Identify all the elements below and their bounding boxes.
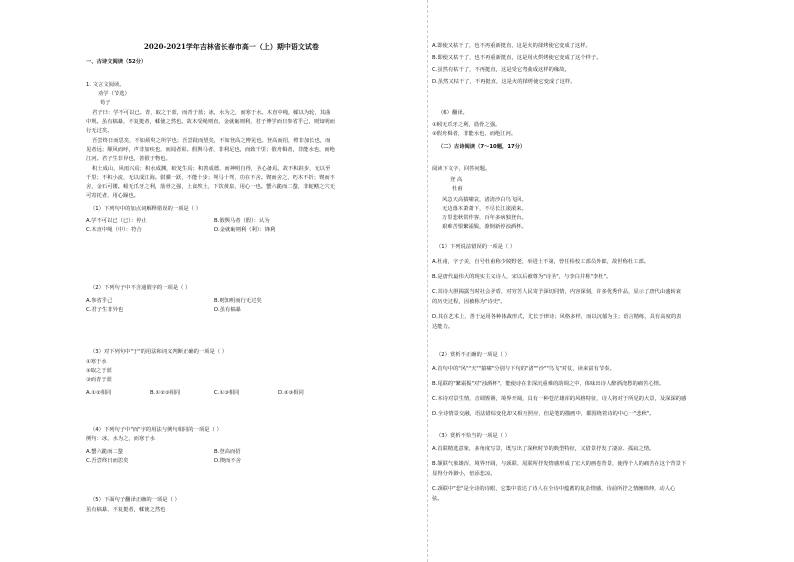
left-text-line: （3）对下列句中"于"的用法和词义判断正确的一项是（ ） [90, 349, 228, 355]
right-text-line: A.首联精选意象，多角度写景，既写出了深秋时节的典型特征，又借景抒发了凄凉、孤寂之情。 [432, 446, 655, 452]
right-text-line: D.虽然又枯干了，不再挺直，这是火的揉烤使它变成了这样。 [432, 79, 576, 85]
left-text-line: （5）下面句子翻译正确的一项是（ ） [90, 497, 180, 503]
left-text-line: （2）下列句子中不含通假字的一项是（ ） [90, 285, 191, 291]
left-text-line: C.①③相同 [214, 390, 240, 396]
left-text-line: 君子曰：学不可以已。青，取之于蓝，而青于蓝；冰，水为之，而寒于水。木直中绳，輮以为轮，其曲 [92, 110, 331, 116]
left-text-line: C.君子生非异也 [86, 307, 124, 313]
right-text-line: D.其在艺术上，善于运用各种体裁形式，尤长于律诗；风格多样，而以沉郁为主；语言精练，具有高度的表 [432, 314, 682, 320]
left-text-line: D.金就砺则利（利）：锋利 [214, 227, 276, 233]
left-text-line: ②取之于蓝 [86, 368, 112, 374]
right-text-line: 达能力。 [432, 324, 454, 330]
left-text-line: 虽有槁暴，不复挺者，輮使之然也 [86, 507, 166, 513]
right-text-line: （3）赏析不恰当的一项是（ ） [436, 433, 510, 439]
right-text-line: C.颈联中"悲"是全诗的诗眼，它集中表达了诗人在全诗中蕴蓄的复杂情感，诗前所抒之情缠绵伸，动人心 [432, 486, 676, 492]
left-text-line: 1. 文言文阅读。 [86, 82, 125, 88]
left-text-line: （4）下列句子中"而"字的用法与例句相同的一项是（ ） [90, 427, 222, 433]
left-text-line: A.学不可以已（已）：停止 [86, 218, 147, 224]
left-text-line: D.虽有槁暴 [214, 307, 241, 313]
right-text-line: D.全诗情景交融，语法错综变化却又相互照应，但是笔的描画中，都围绕着诗的中心一"悲秋"。 [432, 411, 655, 417]
right-text-line: 登 高 [450, 177, 463, 183]
right-text-line: A.首句中的"风""天""猿啸"分别与下句的"渚""沙""鸟飞"对仗，读来富有节奏。 [432, 366, 615, 372]
left-text-line: 行无过矣。 [86, 128, 113, 134]
left-text-line: 可寄托者，用心躁也。 [86, 193, 139, 199]
right-text-line: B.颔联气象雄浑，境界开阔，与颈联、尾联所抒发情感形成了宏大的画卷背景，使得个人的痛苦在这个背景下 [432, 461, 687, 467]
right-text-line: 的历史过程，因被称为"诗史"。 [432, 299, 506, 305]
right-text-line: 艰难苦恨繁霜鬓，潦倒新停浊酒杯。 [442, 224, 527, 230]
left-text-line: C.木直中绳（中）：符合 [86, 227, 142, 233]
left-text-line: D.锲而不舍 [214, 458, 241, 464]
left-text-line: 积土成山，风雨兴焉；积水成渊，蛟龙生焉；积善成德，而神明自得，圣心备焉。故不积跬步，无以至 [92, 166, 331, 172]
left-text-line: 江河。君子生非异也，善假于物也。 [86, 156, 171, 162]
left-text-line: 中规。虽有槁暴，不复挺者，輮使之然也。故木受绳则直，金就砺则利，君子博学而日参省乎己，则知明而 [86, 119, 335, 125]
right-text-line: 风急天高猿啸哀，渚清沙白鸟飞回。 [442, 197, 527, 203]
left-text-line: ①寒于水 [86, 359, 107, 365]
left-text-line: B.登高而招 [214, 449, 241, 455]
left-text-line: B.①②③相同 [150, 390, 181, 396]
right-text-line: 杜甫 [452, 186, 463, 192]
column-divider [427, 0, 428, 562]
right-text-line: （二）古诗阅读（7～10题，17分） [438, 144, 526, 150]
right-text-line: 弦。 [432, 496, 443, 502]
left-text-line: C.吾尝终日而思矣 [86, 458, 129, 464]
right-column [432, 0, 782, 562]
left-column [86, 0, 420, 562]
left-text-line: 千里；不积小流，无以成江海。骐骥一跃，不能十步；驽马十驾，功在不舍。锲而舍之，朽木不折；锲而不 [86, 175, 335, 181]
right-text-line: C.本诗对景生情，音调铿锵，境界开阔，具有一种苍茫雄浑的风格特征，诗人将对于所见的大景，及深深的感 [432, 396, 687, 402]
right-text-line: 无边落木萧萧下，不尽长江滚滚来。 [442, 206, 527, 212]
left-text-line: A.参省乎己 [86, 298, 113, 304]
right-text-line: （6）翻译。 [438, 110, 468, 116]
right-text-line: B.尾联的"繁霜鬓"对"浊酒杯"，能使诗在非深沉重难的韵调之中，体味出诗人醉酒浇愁的痛苦心情。 [432, 381, 665, 387]
right-text-line: C.虽然有枯干了，不再挺直，这是受它弯曲成这样的缘故。 [432, 67, 570, 73]
left-text-line: 见者远；顺风而呼，声非加疾也，而闻者彰。假舆马者，非利足也，而致千里；假舟楫者，非能水也，而绝 [86, 147, 335, 153]
left-text-line: B.则知明而行无过矣 [214, 298, 262, 304]
right-text-line: ②假舟楫者，非能水也，而绝江河。 [432, 131, 517, 137]
left-text-line: 吾尝终日而思矣，不如须臾之所学也；吾尝跂而望矣，不如登高之博见也。登高而招，臂非加长也，而 [92, 138, 331, 144]
left-text-line: ③而青于蓝 [86, 377, 112, 383]
right-text-line: A.即使又枯干了，也不再重新挺直，这是火的揉烤使它变成了这样。 [432, 43, 591, 49]
right-text-line: B.即使又枯干了，也不再重新挺直，这是用火烘烤使它变成了这个样子。 [432, 55, 602, 61]
left-text-line: 荀子 [100, 100, 111, 106]
right-text-line: 万里悲秋常作客，百年多病独登台。 [442, 215, 527, 221]
left-text-line: （1）下列句中的加点词解释错误的一项是（ ） [90, 206, 201, 212]
left-text-line: 一、古诗文阅读（52分） [86, 59, 147, 65]
left-text-line: A.①②相同 [86, 390, 112, 396]
left-text-line: D.②③相同 [278, 390, 304, 396]
left-text-line: 劝学（节选） [98, 91, 130, 97]
right-text-line: A.杜甫，字子美，自号杜甫称少陵野老，举进士不第，曾任检校工部员外郎，故世称杜工部。 [432, 259, 650, 265]
right-text-line: 阅读下文字，回答问题。 [432, 166, 491, 172]
left-text-line: A.蟹六跪而二螯 [86, 449, 123, 455]
right-text-line: ①蚓无爪牙之利，筋骨之强。 [432, 122, 501, 128]
right-text-line: B.是唐代最伟大的现实主义诗人，宋以后被尊为"诗圣"，与李白并称"李杜"。 [432, 274, 612, 280]
left-text-line: 例句：冰，水为之，而寒于水 [86, 436, 155, 442]
left-text-line: 2020-2021学年吉林省长春市高一（上）期中语文试卷 [144, 42, 319, 51]
right-text-line: （1）下列说法错误的一项是（ ） [436, 244, 516, 250]
right-text-line: 显得分外渺小，倍添悲凉。 [432, 471, 496, 477]
right-text-line: （2）赏析不正确的一项是（ ） [436, 352, 510, 358]
left-text-line: 舍，金石可镂。蚓无爪牙之利，筋骨之强，上食埃土，下饮黄泉，用心一也。蟹六跪而二螯，非蛇鳝之穴无 [86, 184, 335, 190]
left-text-line: B.假舆马者（假）：认为 [214, 218, 270, 224]
right-text-line: C.其诗大胆揭露当时社会矛盾，对穷苦人民寄予深切同情，内容深刻，许多优秀作品，显示了唐代由盛转衰 [432, 289, 682, 295]
